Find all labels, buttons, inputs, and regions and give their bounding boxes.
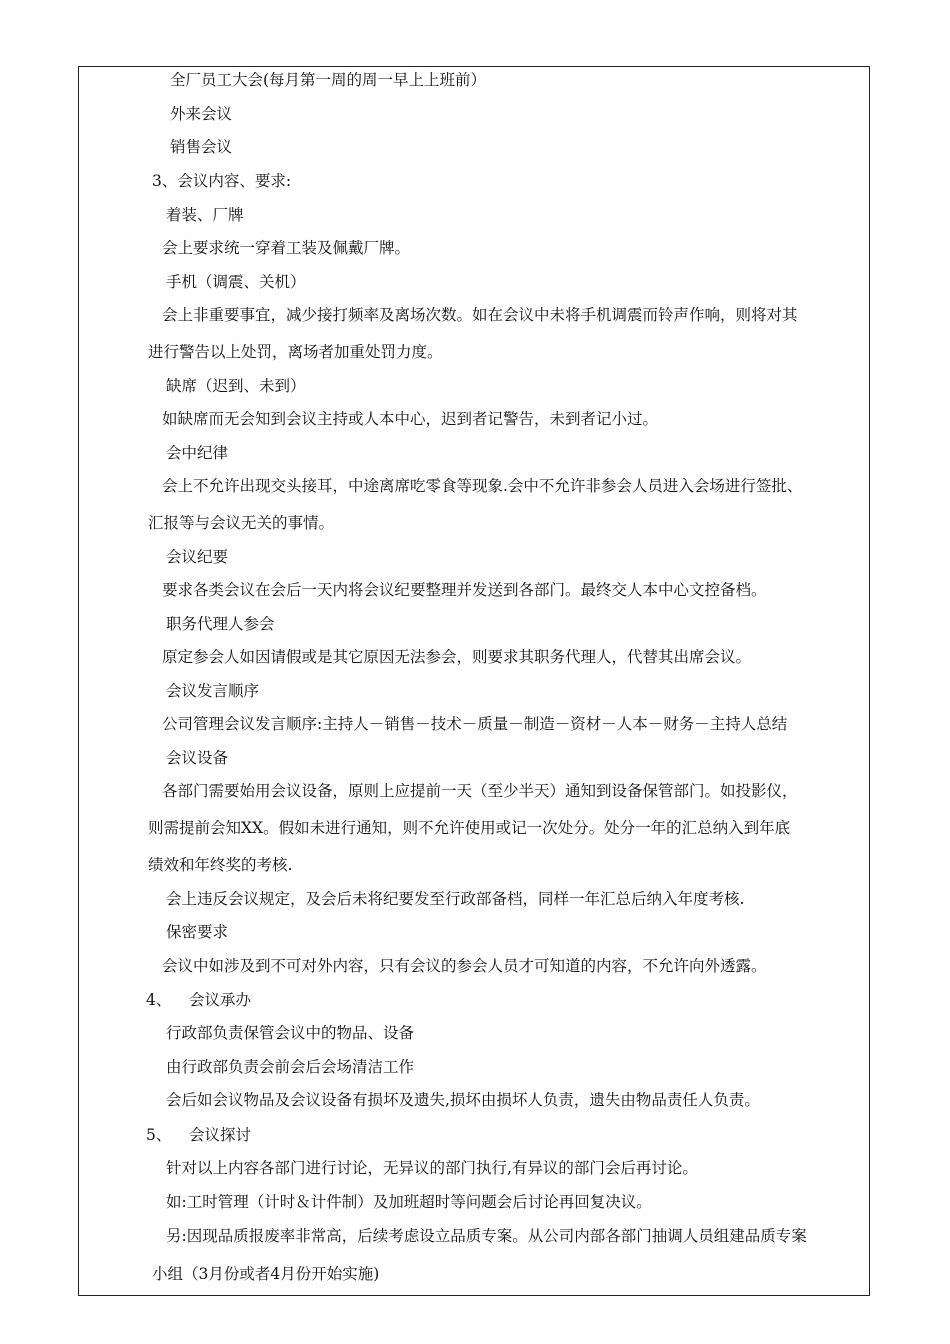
text-line: 外来会议 xyxy=(170,105,233,123)
section-number: 4、 xyxy=(146,991,172,1009)
text-line: 会议纪要 xyxy=(166,548,229,566)
text-line: 进行警告以上处罚，离场者加重处罚力度。 xyxy=(148,343,443,361)
text-line: 绩效和年终奖的考核. xyxy=(148,856,293,874)
text-line: 针对以上内容各部门进行讨论，无异议的部门执行,有异议的部门会后再讨论。 xyxy=(166,1159,698,1177)
text-line: 原定参会人如因请假或是其它原因无法参会，则要求其职务代理人，代替其出席会议。 xyxy=(162,648,752,666)
section-heading: 3、会议内容、要求: xyxy=(152,172,292,190)
section-4-heading xyxy=(146,990,251,1010)
text-line: 手机（调震、关机） xyxy=(166,273,306,291)
text-line: 小组（3月份或者4月份开始实施) xyxy=(152,1265,380,1283)
text-line: 各部门需要始用会议设备，原则上应提前一天（至少半天）通知到设备保管部门。如投影仪， xyxy=(162,782,798,800)
text-line: 会上不允许出现交头接耳，中途离席吃零食等现象.会中不允许非参会人员进入会场进行签批、 xyxy=(162,477,803,495)
text-line: 缺席（迟到、未到） xyxy=(166,377,306,395)
section-title: 会议承办 xyxy=(189,991,252,1009)
text-line: 公司管理会议发言顺序:主持人－销售－技术－质量－制造－资材－人本－财务－主持人总结 xyxy=(162,715,788,733)
text-line: 行政部负责保管会议中的物品、设备 xyxy=(166,1024,415,1042)
section-title: 会议探讨 xyxy=(189,1126,252,1144)
text-line: 如:工时管理（计时＆计件制）及加班超时等问题会后讨论再回复决议。 xyxy=(166,1193,652,1211)
text-line: 会后如会议物品及会议设备有损坏及遗失,损坏由损坏人负责，遗失由物品责任人负责。 xyxy=(166,1091,760,1109)
text-line: 会上非重要事宜，减少接打频率及离场次数。如在会议中未将手机调震而铃声作响，则将对其 xyxy=(162,306,798,324)
text-line: 则需提前会知XX。假如未进行通知，则不允许使用或记一次处分。处分一年的汇总纳入到年底 xyxy=(148,819,791,837)
text-line: 会议设备 xyxy=(166,749,229,767)
text-line: 着装、厂牌 xyxy=(166,206,244,224)
text-line: 全厂员工大会(每月第一周的周一早上上班前） xyxy=(170,71,487,89)
text-line: 会上要求统一穿着工装及佩戴厂牌。 xyxy=(162,239,411,257)
section-number: 5、 xyxy=(146,1126,172,1144)
text-line: 要求各类会议在会后一天内将会议纪要整理并发送到各部门。最终交人本中心文控备档。 xyxy=(162,581,767,599)
text-line: 汇报等与会议无关的事情。 xyxy=(148,514,335,532)
text-line: 另:因现品质报废率非常高，后续考虑设立品质专案。从公司内部各部门抽调人员组建品质专案 xyxy=(166,1227,807,1245)
text-line: 会议发言顺序 xyxy=(166,682,260,700)
text-line: 职务代理人参会 xyxy=(166,615,275,633)
section-5-heading xyxy=(146,1125,251,1145)
text-line: 会上违反会议规定，及会后未将纪要发至行政部备档，同样一年汇总后纳入年度考核. xyxy=(166,890,745,908)
text-line: 如缺席而无会知到会议主持或人本中心，迟到者记警告，未到者记小过。 xyxy=(162,410,659,428)
text-line: 保密要求 xyxy=(166,923,229,941)
text-line: 会中纪律 xyxy=(166,444,229,462)
text-line: 销售会议 xyxy=(170,138,233,156)
text-line: 会议中如涉及到不可对外内容，只有会议的参会人员才可知道的内容，不允许向外透露。 xyxy=(162,957,767,975)
text-line: 由行政部负责会前会后会场清洁工作 xyxy=(166,1058,415,1076)
